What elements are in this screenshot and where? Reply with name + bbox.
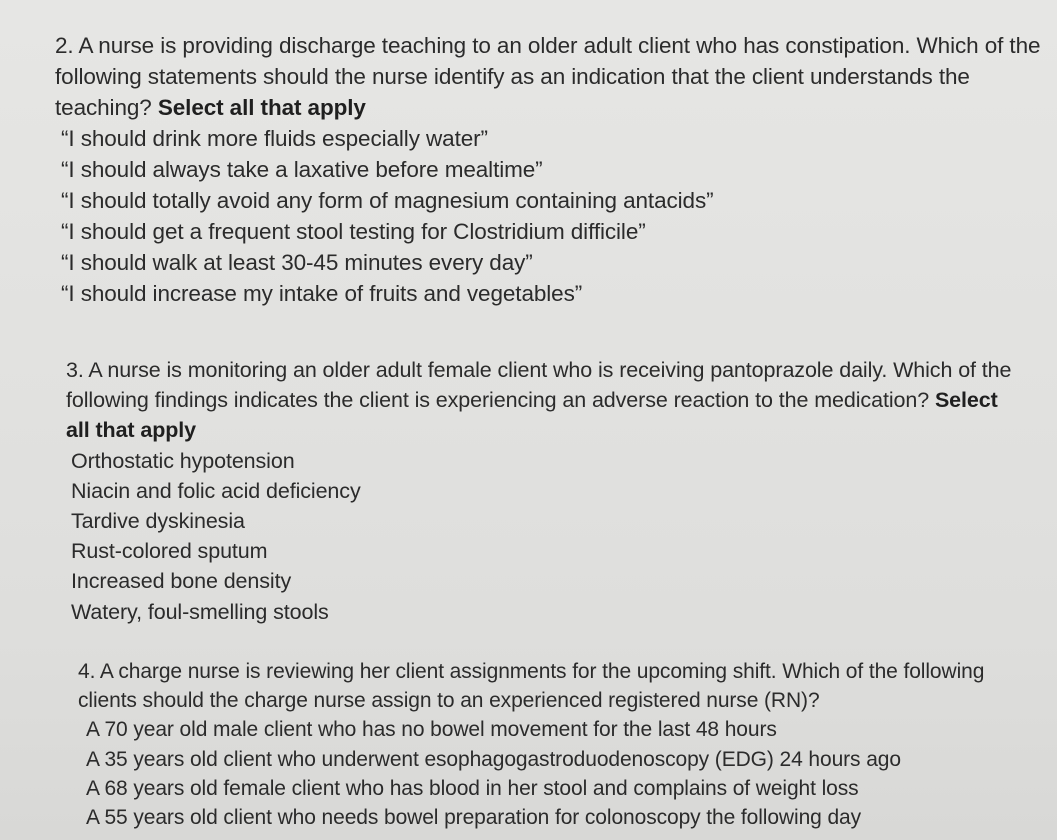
- answer-option: A 55 years old client who needs bowel preparation for colonoscopy the following day: [86, 806, 862, 830]
- answer-option: A 70 year old male client who has no bowel movement for the last 48 hours: [86, 718, 777, 742]
- answer-option: “I should get a frequent stool testing for Clostridium difficile”: [61, 219, 646, 244]
- answer-options: [78, 715, 1028, 832]
- question-2: [55, 30, 1045, 309]
- answer-option: “I should walk at least 30-45 minutes every day”: [61, 250, 533, 275]
- answer-options: [55, 123, 1045, 309]
- answer-option: Niacin and folic acid deficiency: [71, 478, 361, 503]
- question-stem: [66, 355, 1026, 446]
- select-all-instruction: Select all that apply: [66, 388, 998, 443]
- answer-option: Tardive dyskinesia: [71, 509, 245, 534]
- question-stem: [55, 30, 1045, 123]
- answer-option: “I should increase my intake of fruits and vegetables”: [61, 281, 583, 306]
- question-text: 2. A nurse is providing discharge teaching to an older adult client who has constipation. Which of the following statements should the nurse identify as an indication that the client understands the teaching?: [55, 33, 1041, 120]
- answer-option: Increased bone density: [71, 569, 292, 594]
- answer-option: Watery, foul-smelling stools: [71, 599, 329, 624]
- question-text: 4. A charge nurse is reviewing her client assignments for the upcoming shift. Which of the following clients should the charge nurse assign to an experienced registered nurse (RN)?: [78, 660, 985, 713]
- answer-option: “I should always take a laxative before mealtime”: [61, 157, 543, 182]
- question-4: [78, 657, 1028, 832]
- answer-option: “I should totally avoid any form of magnesium containing antacids”: [61, 188, 714, 213]
- answer-option: “I should drink more fluids especially water”: [61, 126, 488, 151]
- answer-option: A 35 years old client who underwent esophagogastroduodenoscopy (EDG) 24 hours ago: [86, 747, 901, 771]
- answer-options: [66, 446, 1026, 627]
- answer-option: Orthostatic hypotension: [71, 448, 295, 473]
- select-all-instruction: Select all that apply: [157, 95, 366, 120]
- question-text: 3. A nurse is monitoring an older adult female client who is receiving pantoprazole daily. Which of the following findings indicates the client is experiencing an adverse reaction to the medication?: [66, 358, 1012, 413]
- question-3: [66, 355, 1026, 627]
- answer-option: A 68 years old female client who has blood in her stool and complains of weight loss: [86, 776, 859, 800]
- answer-option: Rust-colored sputum: [71, 539, 268, 564]
- question-stem: [78, 657, 1028, 715]
